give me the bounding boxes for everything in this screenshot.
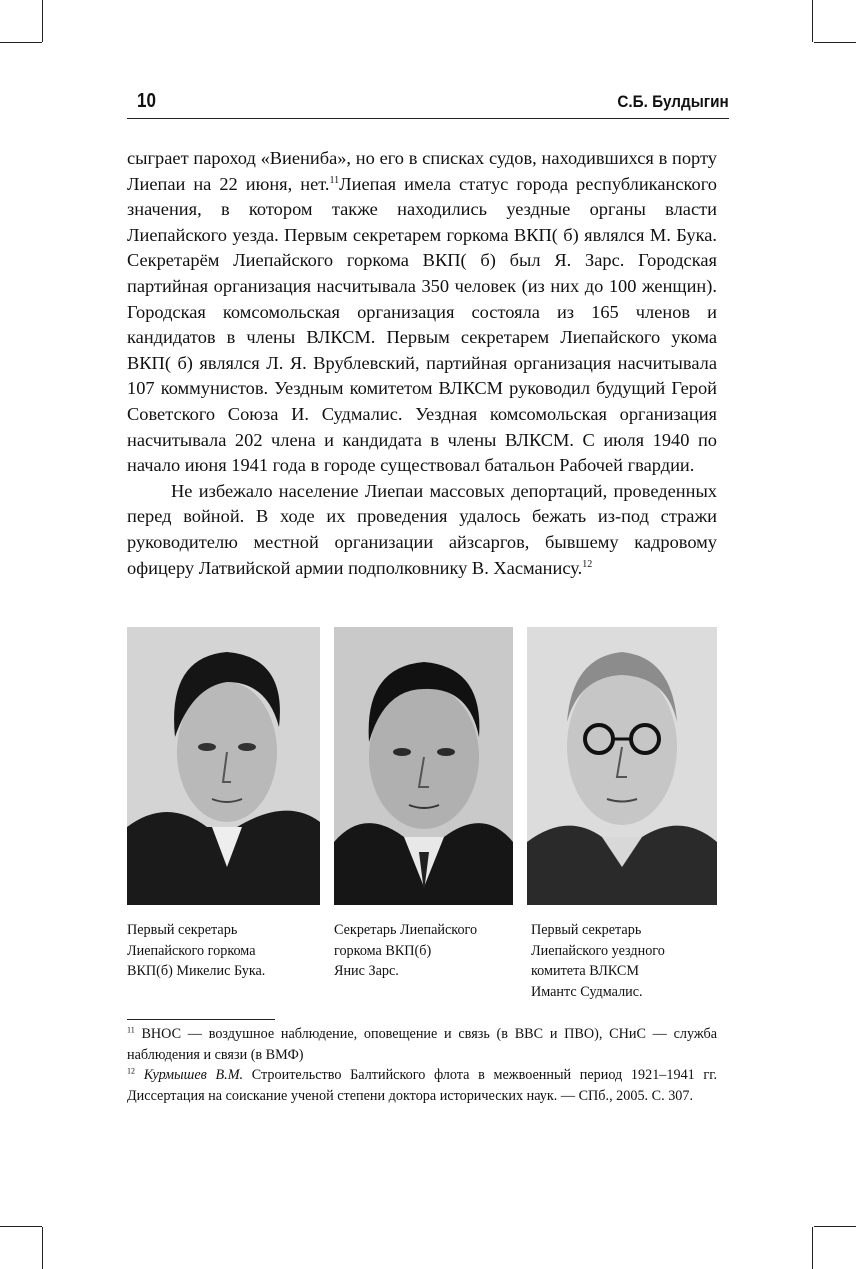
photo-caption: Первый секретарь Лиепайского горкома ВКП(б) Микелис Бука.	[127, 922, 266, 980]
footnote-ref[interactable]: 11	[329, 174, 340, 186]
crop-mark	[0, 42, 42, 43]
portrait-photo-buka	[127, 627, 320, 905]
footnote: $^{12}$ Курмышев В.М. Строительство Балтийского флота в межвоенный период 1921–1941 гг. Диссертация на соискание ученой степени доктора исторических наук. — СПб., 2005. С. 307.	[127, 1066, 718, 1104]
footnote: $^{11}$ ВНОС — воздушное наблюдение, оповещение и связь (в ВВС и ПВО), СНиС — служба наблюдения и связи (в ВМФ)	[127, 1025, 717, 1063]
running-author: С.Б. Булдыгин	[617, 92, 729, 111]
footnote-separator	[127, 1019, 275, 1020]
crop-mark	[812, 0, 813, 42]
page-number: 10	[137, 90, 156, 112]
photo-caption: Первый секретарь Лиепайского уездного комитета ВЛКСМ Имантс Судмалис.	[531, 922, 665, 1000]
crop-mark	[42, 1227, 43, 1269]
photo-caption: Секретарь Лиепайского горкома ВКП(б) Янис Зарс.	[334, 922, 478, 980]
crop-mark	[42, 0, 43, 42]
footnotes	[127, 1024, 717, 1106]
running-header	[127, 88, 729, 119]
footnote-ref[interactable]: 12	[582, 558, 593, 570]
paragraph: сыграет пароход «Виениба», но его в списках судов, находившихся в порту Лиепаи на 22 июня, нет.$^{11}$Лиепая имела статус города республиканского значения, в котором также находились уездные органы власти Лиепайского уезда. Первым секретарем горкома ВКП( б) являлся М. Бука. Секретарём Лиепайского горкома ВКП( б) был Я. Зарс. Городская партийная организация насчитывала 350 человек (из них до 100 женщин). Городская комсомольская организация состояла из 165 членов и кандидатов в члены ВЛКСМ. Первым секретарем Лиепайского укома ВКП( б) являлся Л. Я. Врублевский, партийная организация насчитывала 107 коммунистов. Уездным комитетом ВЛКСМ руководил будущий Герой Советского Союза И. Судмалис. Уездная комсомольская организация насчитывала 202 члена и кандидата в члены ВЛКСМ. С июля 1940 по начало июня 1941 года в городе существовал батальон Рабочей гвардии.	[127, 148, 717, 476]
portrait-photo-sudmalis	[527, 627, 717, 905]
crop-mark	[0, 1226, 42, 1227]
crop-mark	[814, 1226, 856, 1227]
paragraph: Не избежало население Лиепаи массовых депортаций, проведенных перед войной. В ходе их проведения удалось бежать из-под стражи руководителю местной организации айзсаргов, бывшему кадровому офицеру Латвийской армии подполковнику В. Хасманису.$^{12}$	[127, 480, 717, 578]
body-text	[127, 146, 717, 581]
crop-mark	[814, 42, 856, 43]
portrait-photo-zars	[334, 627, 513, 905]
crop-mark	[812, 1227, 813, 1269]
